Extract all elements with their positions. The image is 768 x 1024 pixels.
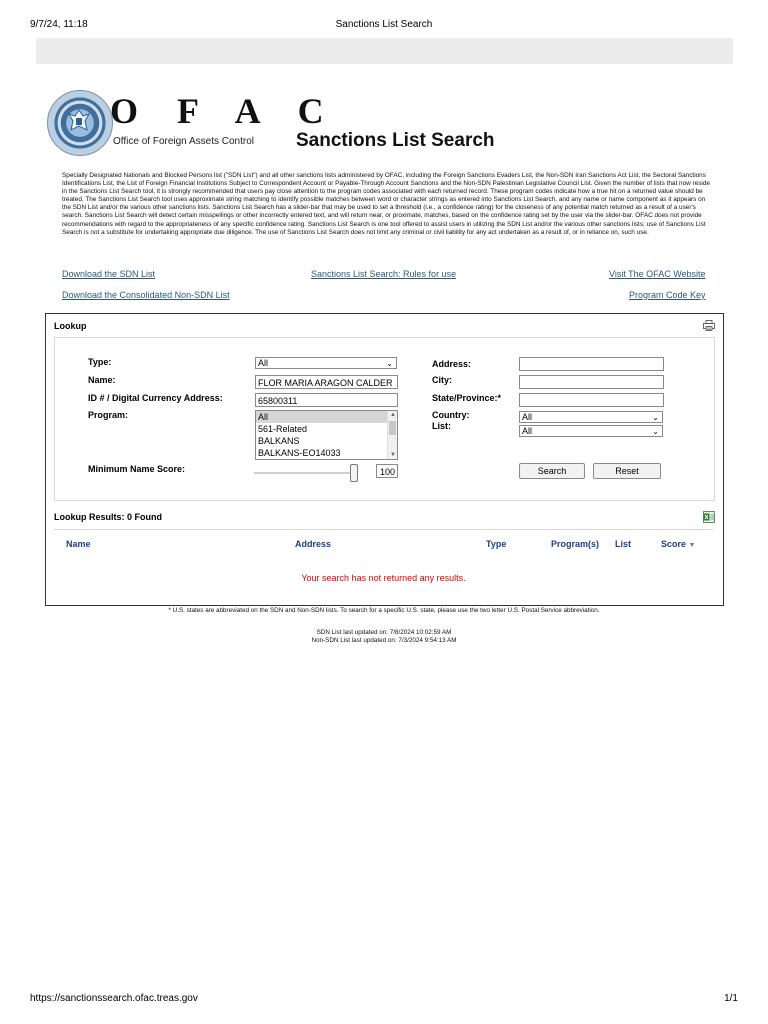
id-input[interactable]: 65800311: [255, 393, 398, 407]
state-label: State/Province:*: [432, 393, 502, 403]
ofac-logo-text: O F A C: [110, 91, 339, 131]
city-input[interactable]: [519, 375, 664, 389]
column-header-type[interactable]: Type: [486, 539, 507, 549]
country-select-value: All: [522, 412, 533, 422]
ofac-logo-subtitle: Office of Foreign Assets Control: [113, 136, 254, 147]
column-header-name[interactable]: Name: [66, 539, 91, 549]
column-header-address[interactable]: Address: [295, 539, 332, 549]
reset-button[interactable]: Reset: [593, 463, 661, 479]
list-label: List:: [432, 421, 451, 431]
city-label: City:: [432, 375, 452, 385]
min-score-slider-thumb[interactable]: [350, 464, 358, 482]
chevron-down-icon: ⌄: [652, 413, 659, 422]
state-footnote: * U.S. states are abbreviated on the SDN and Non-SDN lists. To search for a specific U.S. state, please use the two letter U.S. Postal Service abbreviation.: [168, 607, 600, 614]
print-url: https://sanctionssearch.ofac.treas.gov: [30, 993, 198, 1004]
country-select[interactable]: [519, 411, 663, 423]
type-label: Type:: [88, 357, 112, 367]
print-title: Sanctions List Search: [335, 19, 433, 30]
program-scrollbar[interactable]: [387, 411, 397, 459]
intro-text: Specially Designated Nationals and Blocked Persons list ("SDN List") and all other sanctions lists administered by OFAC, including the Foreign Sanctions Evaders List, the Non-SDN Iran Sanctions Act List, the Sectoral Sanctions Identifications List, the List of Foreign Financial Institutions Subject to Correspondent Account or Payable-Through Account Sanctions and the Non-SDN Palestinian Legislative Council List. Given the number of lists that now reside in the Sanctions List Search tool, it is strongly recommended that users pay close attention to the program codes associated with each returned record. These program codes indicate how a true hit on a returned value should be treated. The Sanctions List Search tool uses approximate string matching to identify possible matches between word or character strings as entered into Sanctions List Search, and any name or name component as it appears on the SDN List and/or the various other sanctions lists. Sanctions List Search has a slider-bar that may be used to set a threshold (i.e., a confidence rating) for the closeness of any potential match returned as a result of a user's search. Sanctions List Search will detect certain misspellings or other incorrectly entered text, and will return near, or proximate, matches, based on the confidence rating set by the user via the slider-bar. OFAC does not provide recommendations with regard to the appropriateness of any specific confidence rating. Sanctions List Search is one tool offered to assist users in utilizing the SDN List and/or the various other sanctions lists; use of Sanctions List Search is not a substitute for undertaking appropriate due diligence. The use of Sanctions List Search does not limit any criminal or civil liability for any act undertaken as a result of, or in reliance on, such use.: [62, 172, 710, 236]
sdn-updated: SDN List last updated on: 7/8/2024 10:02:59 AM: [316, 629, 452, 636]
rules-link[interactable]: Sanctions List Search: Rules for use: [311, 269, 457, 279]
printer-icon[interactable]: [703, 320, 715, 331]
program-listbox[interactable]: [255, 410, 398, 460]
program-label: Program:: [88, 410, 129, 420]
program-option[interactable]: 561-Related: [258, 424, 308, 434]
list-select[interactable]: [519, 425, 663, 437]
scroll-down-icon[interactable]: ▼: [390, 452, 396, 458]
download-consolidated-link[interactable]: Download the Consolidated Non-SDN List: [62, 290, 230, 300]
min-score-input[interactable]: 100: [376, 464, 398, 478]
program-code-key-link[interactable]: Program Code Key: [629, 290, 706, 300]
scrollbar-thumb[interactable]: [389, 421, 396, 435]
name-label: Name:: [88, 375, 116, 385]
print-date: 9/7/24, 11:18: [30, 19, 88, 30]
column-header-list[interactable]: List: [615, 539, 632, 549]
program-option[interactable]: BALKANS-EO14033: [258, 448, 341, 458]
download-sdn-link[interactable]: Download the SDN List: [62, 269, 156, 279]
last-updated: [0, 629, 768, 645]
program-option[interactable]: BALKANS: [258, 436, 300, 446]
chevron-down-icon: ⌄: [386, 359, 393, 368]
min-score-slider-track[interactable]: [254, 472, 358, 474]
lookup-title: Lookup: [54, 321, 87, 331]
list-select-value: All: [522, 426, 533, 436]
top-banner: [36, 38, 733, 64]
program-option[interactable]: All: [256, 411, 397, 423]
column-header-score[interactable]: [661, 539, 695, 549]
address-input[interactable]: [519, 357, 664, 371]
visit-ofac-link[interactable]: Visit The OFAC Website: [609, 269, 706, 279]
no-results-message: Your search has not returned any results.: [301, 573, 466, 583]
score-label: Score: [661, 539, 687, 549]
id-label: ID # / Digital Currency Address:: [88, 393, 223, 403]
excel-export-icon[interactable]: [703, 511, 715, 523]
column-header-programs[interactable]: Program(s): [551, 539, 600, 549]
type-select[interactable]: [255, 357, 397, 369]
type-select-value: All: [258, 358, 269, 368]
name-input[interactable]: FLOR MARIA ARAGON CALDER: [255, 375, 398, 389]
eagle-icon: [67, 108, 91, 134]
address-label: Address:: [432, 359, 472, 369]
min-score-label: Minimum Name Score:: [88, 464, 186, 474]
sort-desc-icon: ▼: [688, 542, 696, 549]
chevron-down-icon: ⌄: [652, 427, 659, 436]
print-page-number: 1/1: [724, 993, 738, 1004]
nonsdn-updated: Non-SDN List last updated on: 7/3/2024 9:54:13 AM: [311, 637, 457, 644]
scroll-up-icon[interactable]: ▲: [390, 412, 396, 418]
state-input[interactable]: [519, 393, 664, 407]
search-button[interactable]: Search: [519, 463, 585, 479]
country-label: Country:: [432, 410, 470, 420]
page-title: Sanctions List Search: [296, 130, 495, 151]
results-title: Lookup Results: 0 Found: [54, 512, 162, 522]
